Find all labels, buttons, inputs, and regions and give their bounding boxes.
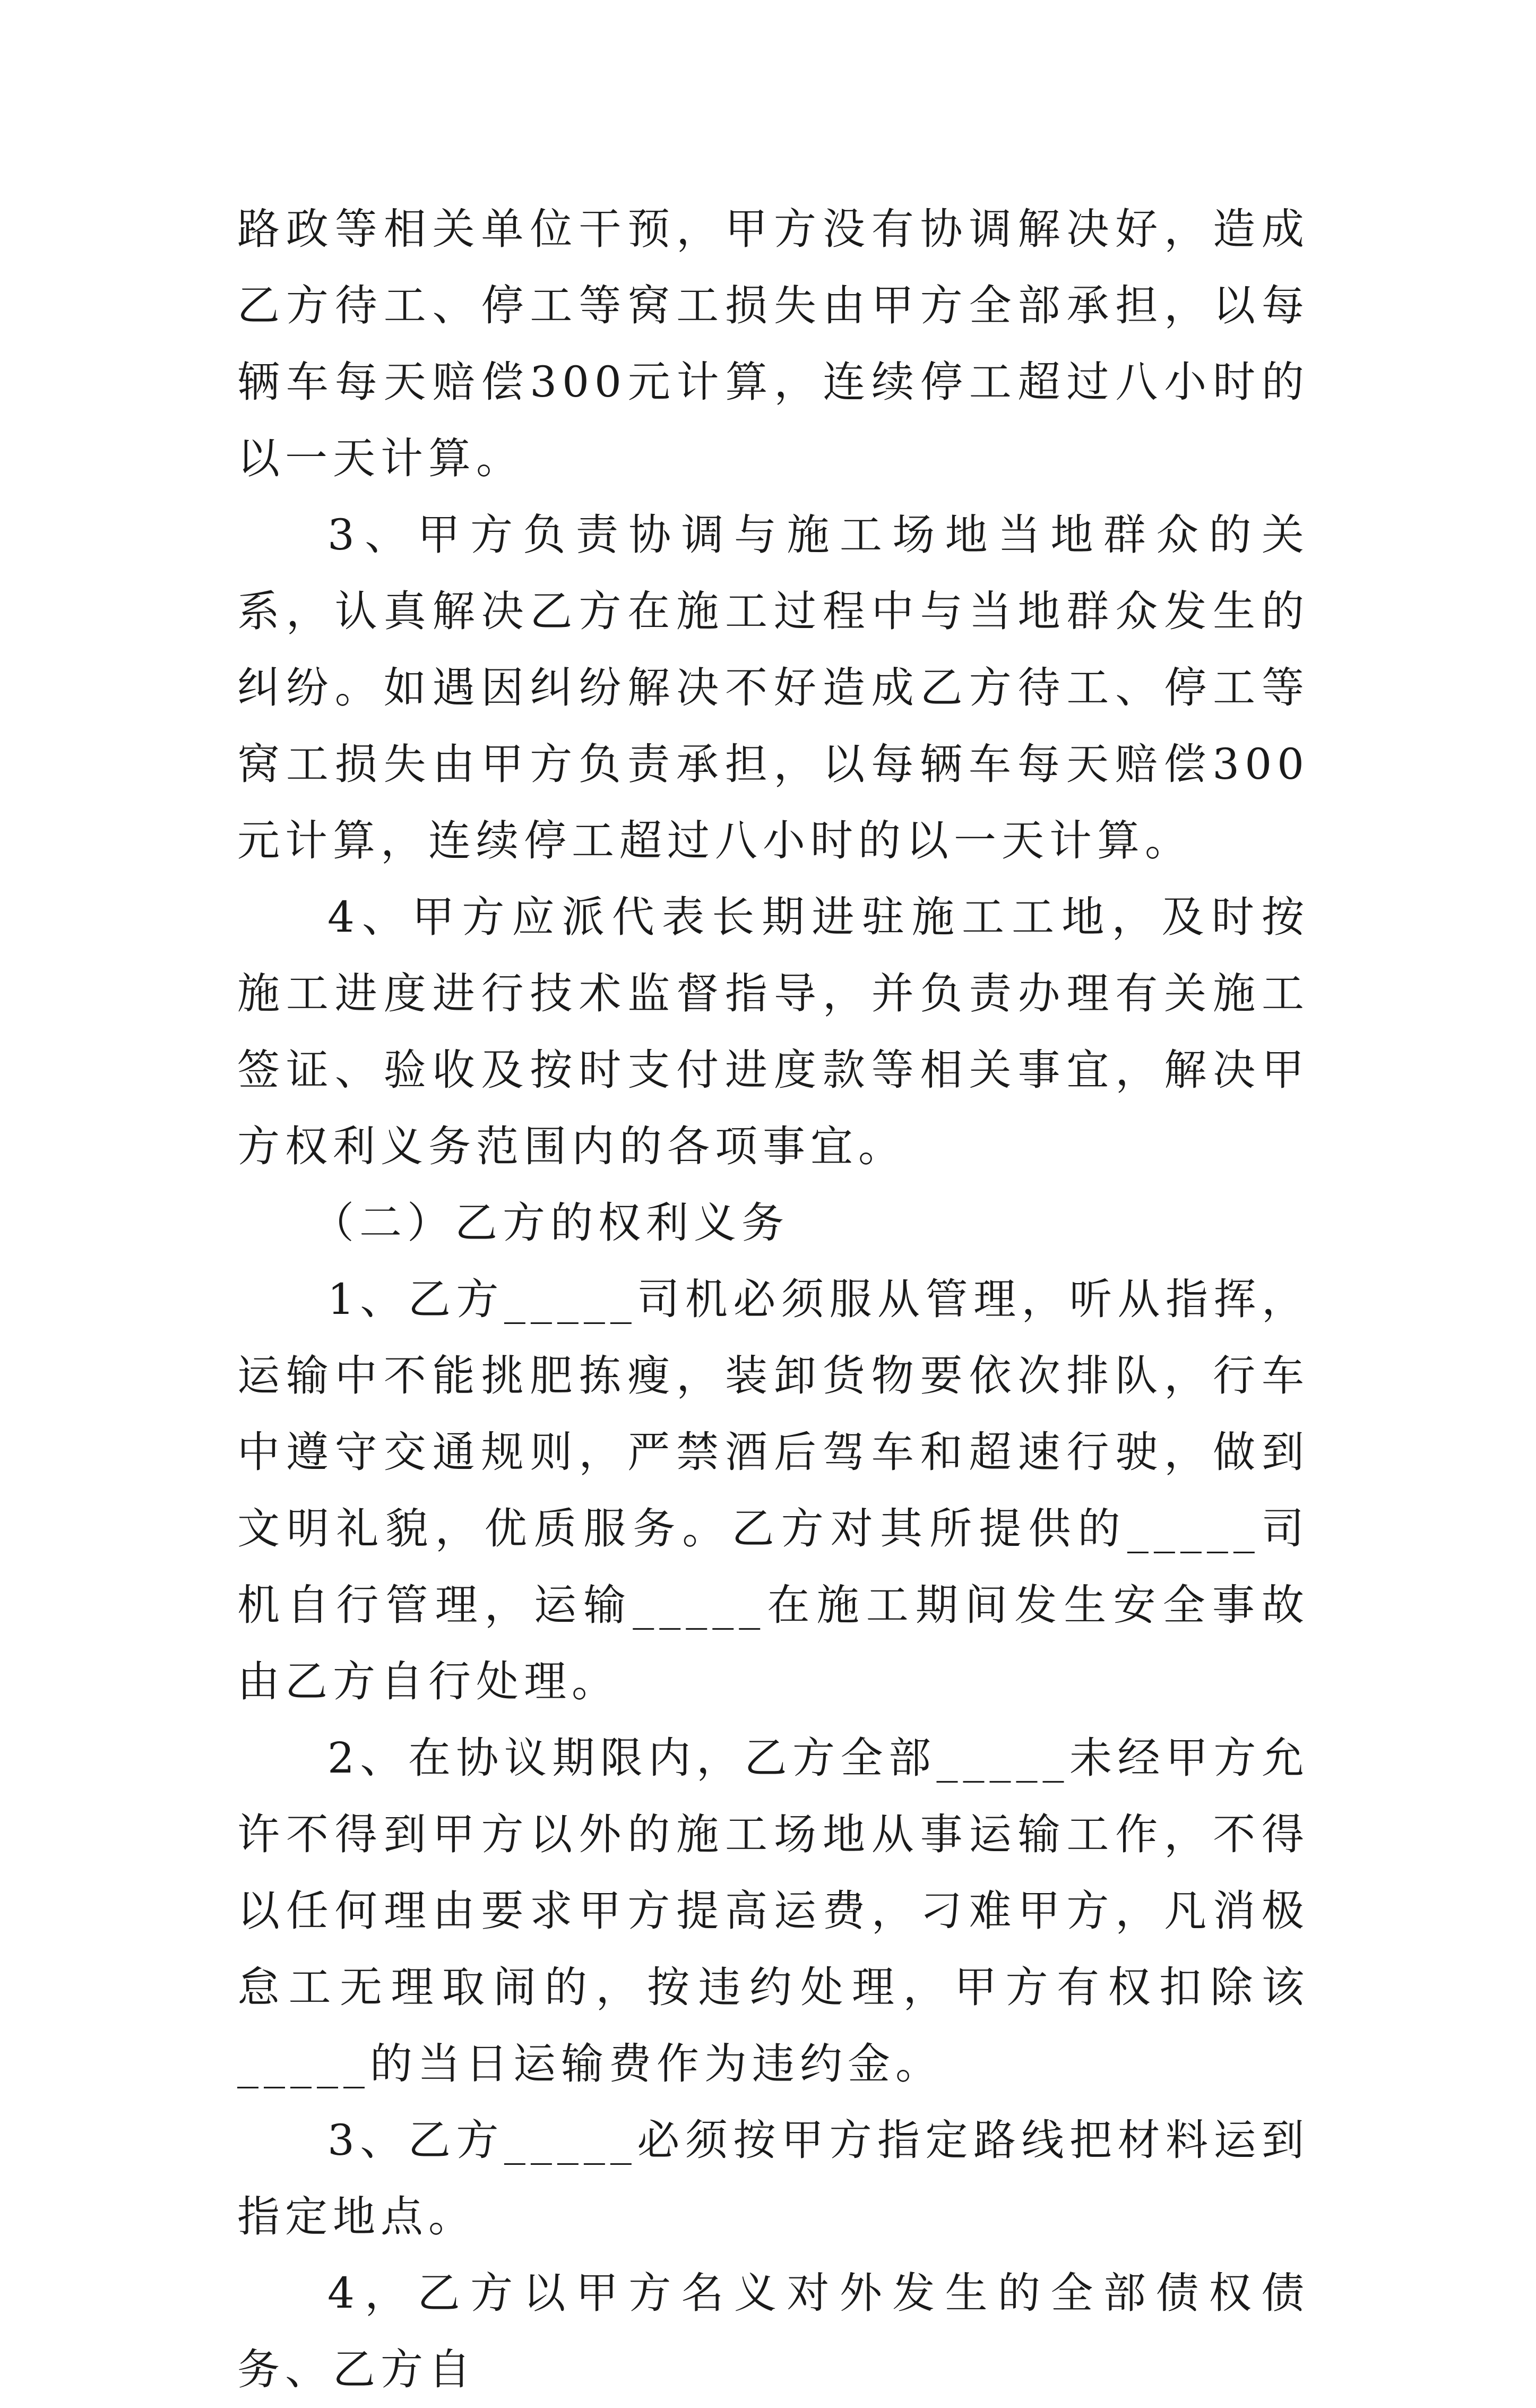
paragraph-party-a-4: 4、甲方应派代表长期进驻施工工地，及时按施工进度进行技术监督指导，并负责办理有关施工签证、验收及按时支付进度款等相关事宜，解决甲方权利义务范围内的各项事宜。 — [237, 892, 1309, 1171]
paragraph-party-a-3: 3、甲方负责协调与施工场地当地群众的关系，认真解决乙方在施工过程中与当地群众发生的纠纷。如遇因纠纷解决不好造成乙方待工、停工等窝工损失由甲方负责承担，以每辆车每天赔偿300元计算，连续停工超过八小时的以一天计算。 — [237, 510, 1309, 865]
paragraph-party-b-4: 4，乙方以甲方名义对外发生的全部债权债务、乙方自 — [237, 2268, 1309, 2394]
paragraph-party-b-1: 1、乙方_____司机必须服从管理，听从指挥，运输中不能挑肥拣瘦，装卸货物要依次排队，行车中遵守交通规则，严禁酒后驾车和超速行驶，做到文明礼貌，优质服务。乙方对其所提供的_____司机自行管理，运输_____在施工期间发生安全事故由乙方自行处理。 — [237, 1275, 1309, 1706]
section-heading-party-b: （二）乙方的权利义务 — [312, 1198, 789, 1248]
paragraph-party-b-2: 2、在协议期限内，乙方全部_____未经甲方允许不得到甲方以外的施工场地从事运输工作，不得以任何理由要求甲方提高运费，刁难甲方，凡消极怠工无理取闹的，按违约处理，甲方有权扣除该_____的当日运输费作为违约金。 — [237, 1733, 1309, 2088]
paragraph-party-b-3: 3、乙方_____必须按甲方指定路线把材料运到指定地点。 — [237, 2115, 1309, 2241]
document-body — [237, 191, 1309, 2408]
paragraph-continued: 路政等相关单位干预，甲方没有协调解决好，造成乙方待工、停工等窝工损失由甲方全部承担，以每辆车每天赔偿300元计算，连续停工超过八小时的以一天计算。 — [237, 204, 1309, 483]
